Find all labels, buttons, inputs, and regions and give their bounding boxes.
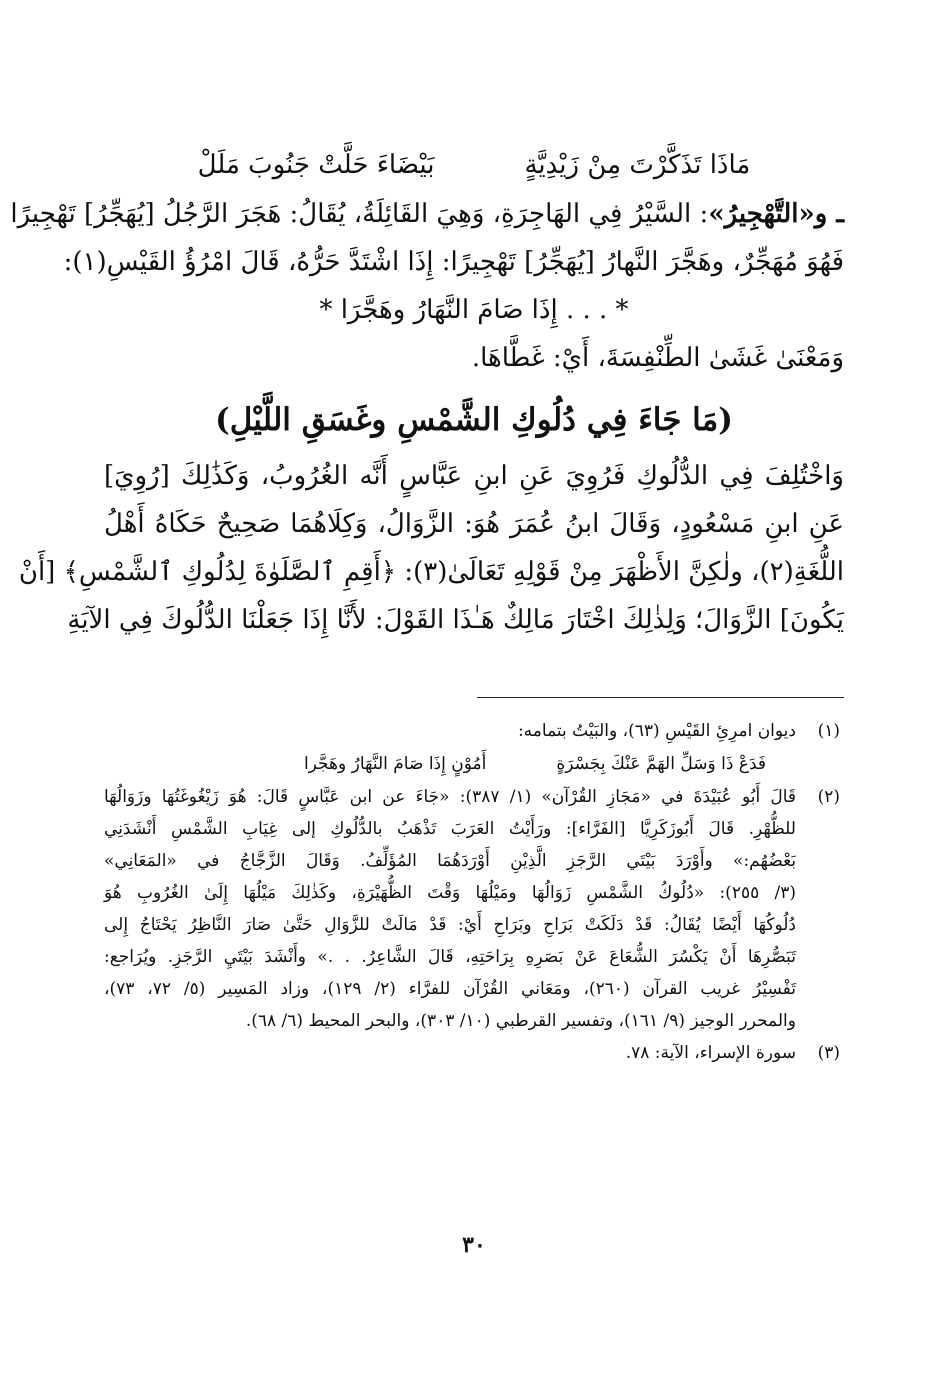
footnote-number: (٣) — [817, 1043, 840, 1063]
footnote-line: (٣/ ٢٥٥): «دُلُوكُ الشَّمْسِ زَوَالُهَا ومَيْلُهَا وَقْتَ الظُّهَيْرَةِ، وكَذٰلِكَ مَيْلُهَا إِلَىٰ الغُرُوبِ هُوَ — [104, 883, 796, 903]
text-line: وَاخْتُلِفَ فِي الدُّلُوكِ فَرُوِيَ عَنِ ابنِ عَبَّاسٍ أَنَّه الغُرُوبُ، وَكَذَٰلِكَ [رُوِيَ] — [104, 461, 844, 491]
text-line — [10, 190, 844, 238]
text-line: يَكُونَ] الزَّوَالَ؛ وَلِذٰلِكَ اخْتَارَ مَالِكٌ هَـٰذَا القَوْلَ: لأَنَّا إِذَا جَعَلْنَا الدُّلُوكَ فِي الآيَةِ — [67, 605, 844, 635]
text-line: اللُّغَةِ(٢)، ولٰكِنَّ الأَظْهَرَ مِنْ قَوْلِهِ تَعَالَىٰ(٣): ﴿أَقِمِ ٱلصَّلَوٰةَ لِدُلُوكِ ٱلشَّمْسِ﴾ [أَنْ — [18, 557, 844, 587]
verse-second-hemistich: بَيْضَاءَ حَلَّتْ جَنُوبَ مَلَلْ — [197, 150, 435, 180]
verse-first-hemistich: فَدَعْ ذَا وَسَلِّ الهَمَّ عَنْكَ بِجَسْرَةٍ — [556, 754, 766, 774]
poetry-verse — [104, 140, 844, 190]
footnote-number: (١) — [817, 721, 840, 741]
term-keyword: ـ و«التَّهْجِيرُ» — [708, 199, 844, 229]
footnote-line: ديوان امرِئِ القَيْسِ (٦٣)، والبَيْتُ بتمامه: — [517, 721, 796, 741]
footnotes — [104, 715, 840, 1069]
text-span: : السَّيْرُ فِي الهَاجِرَةِ، وَهِيَ القَائِلَةُ، يُقَالُ: هَجَرَ الرَّجُلُ [يُهَجِّرُ] تَهْجِيرًا — [10, 199, 709, 229]
footnote-line: سورة الإسراء، الآية: ٧٨. — [625, 1043, 796, 1063]
footnote-line: قَالَ أَبُو عُبَيْدَةَ في «مَجَازِ القُرْآن» (١/ ٣٨٧): «جَاءَ عن ابن عَبَّاسٍ قَالَ: هُوَ زَيْغُوغَتُهَا وزَوَالُهَا — [104, 787, 797, 807]
page-number: ٣٠ — [462, 1232, 486, 1258]
poetry-fragment: * . . . إِذَا صَامَ النَّهَارُ وهَجَّرَا * — [319, 295, 629, 325]
text-line: وَمَعْنَىٰ غَشَىٰ الطِّنْفِسَةَ، أَيْ: غَطَّاهَا. — [471, 343, 844, 373]
footnote-1 — [104, 715, 840, 781]
footnote-line: دُلُوكُهَا أَيْضًا يُقَالُ: قَدْ دَلَكَتْ بَرَاحِ وبَرَاحِ أَيْ: قَدْ مَالَتْ للزَّوَالِ حَتَّىٰ صَارَ النَّاظِرُ يَحْتَاجُ إِلى — [104, 915, 796, 935]
footnote-2 — [104, 781, 840, 1037]
verse-second-hemistich: أَمُوْنٍ إِذَا صَامَ النَّهَارُ وهَجَّرا — [303, 754, 487, 774]
main-text — [10, 140, 844, 644]
verse-first-hemistich: مَاذَا تَذَكَّرْتَ مِنْ زَيْدِيَّةٍ — [524, 150, 751, 180]
footnote-3 — [104, 1037, 840, 1069]
footnote-separator — [477, 697, 844, 698]
text-line: عَنِ ابنِ مَسْعُودٍ، وَقَالَ ابنُ عُمَرَ هُوَ: الزَّوَالُ، وَكِلَاهُمَا صَحِيحٌ حَكَاهُ أَهْلُ — [104, 509, 844, 539]
footnote-line: تَبَصُّرِهَا أَنْ يَكْسُرَ الشُّعَاعَ عَنْ بَصَرِهِ بِرَاحَتِهِ، قَالَ الشَّاعِرُ. . .» وأَنْشَدَ بَيْتَيِ الرَّجَزِ. ويُرَاجع: — [104, 947, 796, 967]
section-heading: (مَا جَاءَ فِي دُلُوكِ الشَّمْسِ وغَسَقِ اللَّيْلِ) — [215, 402, 733, 438]
footnote-line: للظُّهْرِ. قَالَ أَبُوزَكَرِيَّا [الفَرَّاء]: ورَأَيْتُ العَرَبَ تَذْهَبُ بالدُّلُوكِ إلى غِيَابِ الشَّمْسِ أَنْشَدَنِي — [104, 819, 796, 839]
footnote-line: والمحرر الوجيز (٩/ ١٦١)، وتفسير القرطبي (١٠/ ٣٠٣)، والبحر المحيط (٦/ ٦٨). — [245, 1011, 796, 1031]
footnote-verse — [104, 747, 796, 781]
footnote-line: تَفْسِيْرُ غريب القرآن (٢٦٠)، ومَعَاني القُرْآن للفرَّاء (٢/ ١٢٩)، وزاد المَسِير (٥/ ٧٢، ٧٣)، — [104, 979, 796, 999]
footnote-line: بَعْضُهُم:» وأَوْرَدَ بَيْتَي الرَّجَزِ الَّذِيْنِ أَوْرَدَهُمَا المُؤَلِّفُ. وَقَالَ الزَّجَّاجُ في «المَعَانِي» — [104, 851, 796, 871]
text-line: فَهُوَ مُهَجِّرٌ، وهَجَّرَ النَّهارُ [يُهَجِّرُ] تَهْجِيرًا: إِذَا اشْتَدَّ حَرُّهُ، قَالَ امْرُؤُ القَيْسِ(١): — [63, 247, 844, 277]
footnote-number: (٢) — [817, 787, 840, 807]
